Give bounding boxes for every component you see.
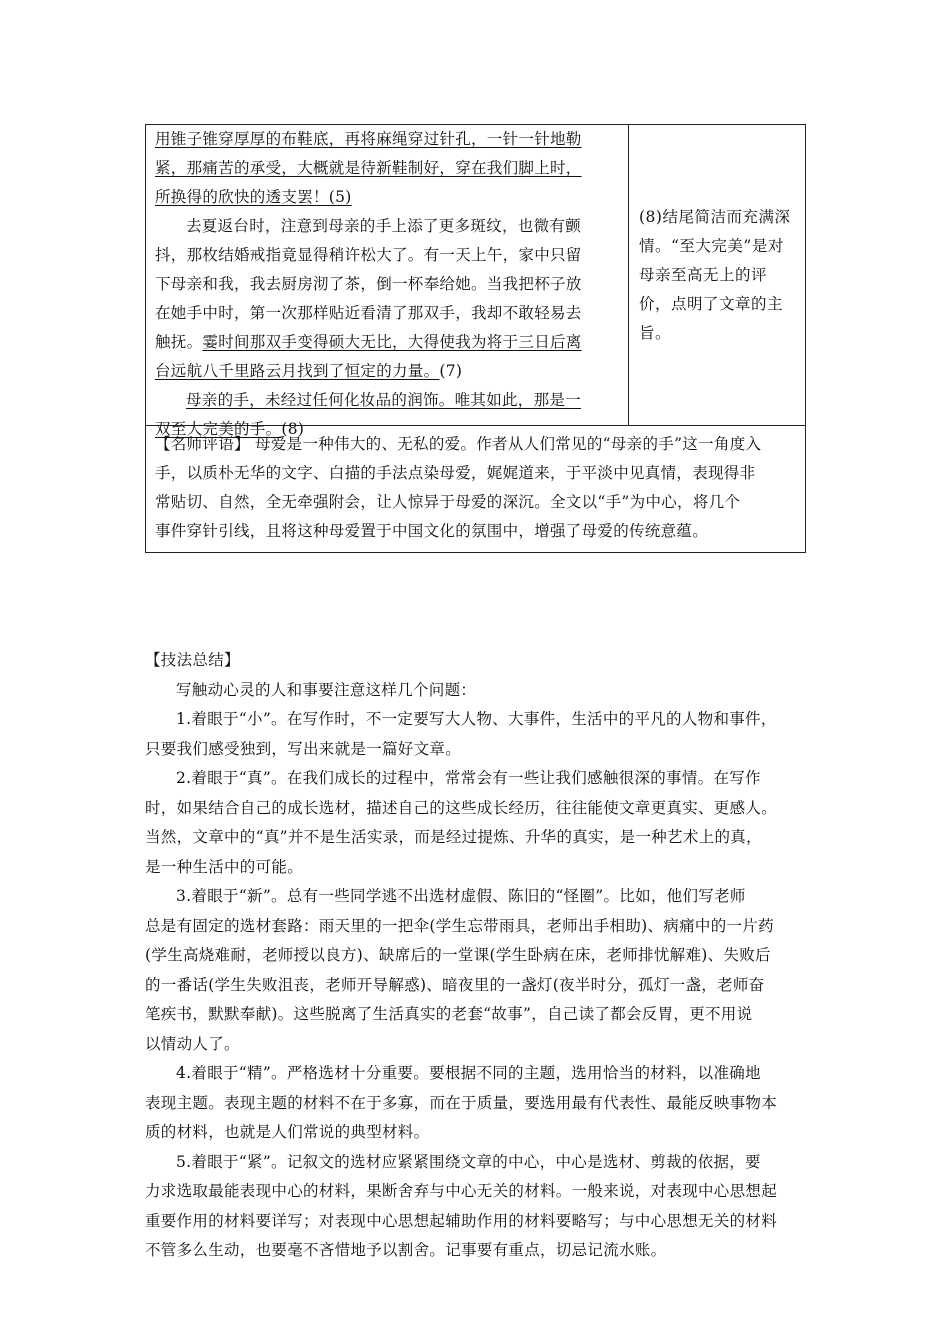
underlined-text: 台远航八千里路云月找到了恒定的力量。 bbox=[155, 362, 440, 380]
underlined-text: 紧，那痛苦的承受，大概就是待新鞋制好，穿在我们脚上时， bbox=[155, 159, 582, 177]
note-marker: (8) bbox=[281, 420, 305, 438]
essay-line bbox=[155, 125, 620, 154]
underlined-text: 霎时间那双手变得硕大无比，大得使我为将于三日后离 bbox=[202, 333, 582, 351]
comment-line: 事件穿针引线，且将这种母爱置于中国文化的氛围中，增强了母爱的传统意蕴。 bbox=[155, 522, 709, 540]
summary-line: 质的材料，也就是人们常说的典型材料。 bbox=[145, 1123, 430, 1141]
section-heading: 【技法总结】 bbox=[145, 651, 240, 669]
underlined-text: 双至大完美的手。 bbox=[155, 420, 282, 438]
teacher-comment-row bbox=[146, 426, 805, 552]
summary-intro: 写触动心灵的人和事要注意这样几个问题： bbox=[176, 680, 477, 699]
comment-text: 母爱是一种伟大的、无私的爱。作者从人们常见的“母亲的手”这一角度入 bbox=[255, 435, 762, 453]
essay-line: 下母亲和我，我去厨房沏了茶，倒一杯奉给她。当我把杯子放 bbox=[155, 275, 582, 293]
essay-line bbox=[155, 386, 620, 415]
summary-line: 5.着眼于“紧”。记叙文的选材应紧紧围绕文章的中心，中心是选材、剪裁的依据，要 bbox=[176, 1152, 761, 1171]
summary-line: 3.着眼于“新”。总有一些同学逃不出选材虚假、陈旧的“怪圈”。比如，他们写老师 bbox=[176, 887, 746, 905]
essay-line: 在她手中时，第一次那样贴近看清了那双手，我却不敢轻易去 bbox=[155, 304, 582, 322]
annotation-note: (8)结尾简洁而充满深情。“至大完美”是对母亲至高无上的评价，点明了文章的主旨。 bbox=[639, 207, 791, 342]
summary-line: 以情动人了。 bbox=[145, 1034, 240, 1053]
summary-line: 笔疾书，默默奉献)。这些脱离了生活真实的老套“故事”，自己读了都会反胃，更不用说 bbox=[145, 1005, 753, 1023]
summary-line: (学生高烧难耐，老师授以良方)、缺席后的一堂课(学生卧病在床，老师排忧解难)、失败后 bbox=[145, 946, 771, 964]
comment-line: 手，以质朴无华的文字、白描的手法点染母爱，娓娓道来，于平淡中见真情，表现得非 bbox=[155, 464, 756, 482]
summary-line: 重要作用的材料要详写；对表现中心思想起辅助作用的材料要略写；与中心思想无关的材料 bbox=[145, 1211, 778, 1230]
essay-line bbox=[155, 183, 620, 212]
underlined-text: 所换得的欣快的透支罢！(5) bbox=[155, 188, 352, 206]
note-marker: (7) bbox=[439, 362, 463, 380]
comment-label: 【名师评语】 bbox=[155, 435, 250, 453]
essay-excerpt-cell bbox=[146, 125, 629, 438]
essay-line: 去夏返台时，注意到母亲的手上添了更多斑纹，也微有颤 bbox=[186, 217, 582, 235]
technique-summary bbox=[145, 646, 825, 1266]
summary-line: 总是有固定的选材套路：雨天里的一把伞(学生忘带雨具，老师出手相助)、病痛中的一片药 bbox=[145, 916, 774, 935]
underlined-text: 母亲的手，未经过任何化妆品的润饰。唯其如此，那是一 bbox=[186, 391, 582, 409]
summary-line: 当然，文章中的“真”并不是生活实录，而是经过提炼、升华的真实，是一种艺术上的真， bbox=[145, 828, 762, 846]
summary-line: 2.着眼于“真”。在我们成长的过程中，常常会有一些让我们感触很深的事情。在写作 bbox=[176, 769, 761, 787]
comment-line bbox=[155, 430, 796, 459]
essay-line: 抖，那枚结婚戒指竟显得稍许松大了。有一天上午，家中只留 bbox=[155, 246, 582, 264]
summary-line: 不管多么生动，也要毫不吝惜地予以割舍。记事要有重点，切忌记流水账。 bbox=[145, 1241, 667, 1259]
summary-line: 时，如果结合自己的成长选材，描述自己的这些成长经历，往往能使文章更真实、更感人。 bbox=[145, 798, 778, 817]
annotation-table bbox=[145, 124, 806, 553]
essay-line bbox=[155, 328, 620, 357]
summary-line: 的一番话(学生失败沮丧，老师开导解惑)、暗夜里的一盏灯(夜半时分，孤灯一盏，老师奋 bbox=[145, 975, 765, 994]
summary-line: 表现主题。表现主题的材料不在于多寡，而在于质量，要选用最有代表性、最能反映事物本 bbox=[145, 1093, 778, 1112]
summary-line: 1.着眼于“小”。在写作时，不一定要写大人物、大事件，生活中的平凡的人物和事件， bbox=[176, 710, 777, 728]
essay-line bbox=[155, 357, 620, 386]
essay-line bbox=[155, 154, 620, 183]
underlined-text: 用锥子锥穿厚厚的布鞋底，再将麻绳穿过针孔，一针一针地勒 bbox=[155, 130, 582, 148]
annotation-note-cell bbox=[629, 125, 805, 425]
comment-line: 常贴切、自然，全无牵强附会，让人惊异于母爱的深沉。全文以“手”为中心，将几个 bbox=[155, 493, 741, 511]
summary-line: 4.着眼于“精”。严格选材十分重要。要根据不同的主题，选用恰当的材料，以准确地 bbox=[176, 1064, 761, 1082]
summary-line: 是一种生活中的可能。 bbox=[145, 857, 304, 876]
table-row-text bbox=[146, 125, 805, 438]
summary-line: 力求选取最能表现中心的材料，果断舍弃与中心无关的材料。一般来说，对表现中心思想起 bbox=[145, 1182, 778, 1200]
essay-text: 触抚。 bbox=[155, 333, 203, 351]
summary-line: 只要我们感受独到，写出来就是一篇好文章。 bbox=[145, 739, 462, 758]
